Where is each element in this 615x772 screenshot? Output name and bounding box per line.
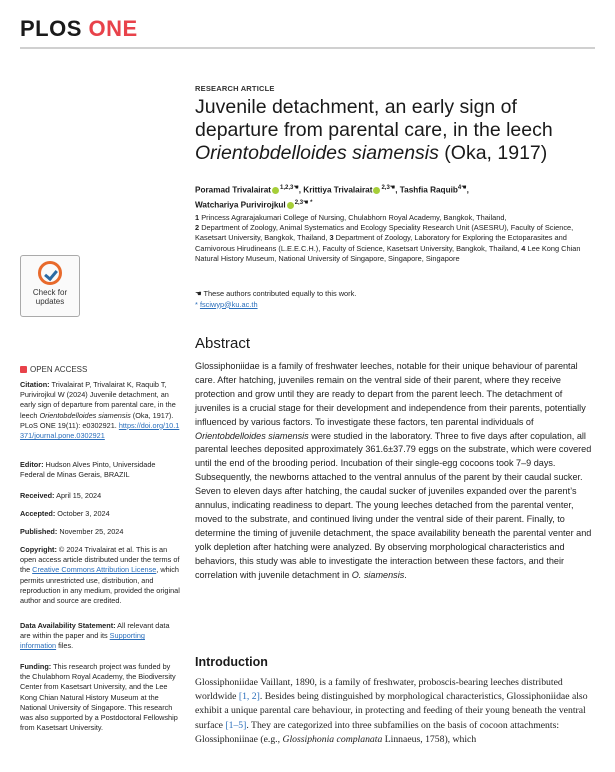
affiliations [195,213,595,264]
abstract-species1: Orientobdelloides siamensis [195,430,309,441]
published-label: Published: [20,527,58,536]
title-suffix: (Oka, 1917) [438,142,548,164]
citation-tail: (Oka, 1917). PLoS ONE 19(11): e0302921. [20,410,174,430]
check-for-updates-button[interactable] [20,255,80,317]
abstract-heading: Abstract [195,335,251,352]
orcid-icon[interactable] [373,187,380,194]
received-label: Received: [20,491,55,500]
article-title [195,96,595,165]
citation-species: Orientobdelloides siamensis [39,410,131,420]
doi-link[interactable]: https://doi.org/10.1371/journal.pone.0302921 [20,420,180,441]
author-name[interactable]: Tashfia Raquib [399,185,458,195]
intro-part1: Glossiphoniidae Vaillant, 1890, is a family of freshwater, proboscis-bearing leeches distributed worldwide [195,677,563,703]
data-availability-block [20,621,180,652]
data-availability-label: Data Availability Statement: [20,621,116,630]
affil-number: 3 [329,233,334,243]
copyright-tail: , which permits unrestricted use, distribution, and reproduction in any medium, provided the original author and source are credited. [20,565,180,606]
affil-text: Department of Zoology, Laboratory for Exploring the Ectoparasites and Carnivorous Hirudineans (L.E.E.C.H.), Faculty of Science, Kasetsart University, Bangkok, Thailand, [195,233,567,253]
accepted-block [20,509,180,519]
author-affil: 2,3☚ * [294,199,313,206]
check-line1: Check for [32,288,68,297]
license-link[interactable]: Creative Commons Attribution License [32,565,157,575]
supporting-info-link[interactable]: Supporting information [20,631,145,651]
logo-one: ONE [88,16,138,41]
funding-label: Funding: [20,662,52,671]
title-line3 [195,142,595,165]
author-affil: 4☚ [457,185,467,191]
open-access-badge [20,365,87,374]
editor-text: Hudson Alves Pinto, Universidade Federal de Minas Gerais, BRAZIL [20,460,156,480]
title-line1: Juvenile detachment, an early sign of [195,96,517,118]
author-affil: 1,2,3☚ [280,185,299,191]
corresponding-email [195,300,595,311]
open-lock-icon [20,366,27,373]
header-divider [20,47,595,49]
author-affil: 2,3☚ [381,185,396,191]
introduction-text [195,676,600,747]
intro-part2: . Besides being distinguished by morphological characteristics, Glossiphoniidae also exhibit a unique parental care behaviour, in protecting and feeding of their young beneath the ventral surface [195,691,588,731]
citation-text: Trivalairat P, Trivalairat K, Raquib T, Purivirojkul W (2024) Juvenile detachment, an early sign of departure from parental care, in the leech [20,380,176,420]
citation-link[interactable]: [1–5] [225,719,247,731]
title-species: Orientobdelloides siamensis [195,142,439,164]
accepted-date: October 3, 2024 [55,509,110,518]
email-asterisk: * [195,299,200,309]
journal-header [0,0,615,48]
data-availability-tail: files. [56,641,74,651]
author-name[interactable]: Poramad Trivalairat [195,185,271,195]
intro-part3: . They are categorized into three subfamilies on the basis of cocoon attachments: Glossiphoniinae (e.g., [195,719,560,745]
author-notes [195,289,595,310]
abstract-part2: were studied in the laboratory. Three to five days after copulation, all parental leeches deposited approximately 361.6±37.79 eggs on the substrate, which were covered until the end of the brooding period. Incubation of their single-egg cocoons took 7–9 days. Subsequently, the newborns attached to the ventral annulus of the parent by their caudal sucker. Seven to eleven days after hatching, the caudal sucker of juveniles expanded over the parent’s annulus, indicating readiness to depart. The young leeches detached from the parental venter, moved to the substrate, and continued living under the ventral side of their parent. Finally, to determine the timing of juvenile detachment, the space availability beneath the parental venter and yolk depletion after hatching were analyzed. By observing morphological characteristics and behaviors, this study was able to investigate the interaction between these factors, and their correlation with juvenile detachment in [195,430,592,580]
citation-label: Citation: [20,380,50,389]
intro-species: Glossiphonia complanata [282,733,383,745]
affil-number: 1 [195,213,200,222]
affil-number: 2 [195,223,200,233]
article-type-label: RESEARCH ARTICLE [195,84,275,93]
crossmark-icon [38,261,62,285]
email-link[interactable]: fsciwyp@ku.ac.th [199,299,258,309]
abstract-text [195,360,600,583]
published-block [20,527,180,537]
editor-label: Editor: [20,460,44,469]
copyright-block [20,545,180,606]
affil-text: Department of Zoology, Animal Systematics and Ecology Speciality Research Unit (ASESRU), Faculty of Science, Kasetsart University, Bangkok, Thailand, [195,223,574,243]
journal-logo[interactable] [20,16,138,42]
received-date: April 15, 2024 [54,491,102,500]
copyright-label: Copyright: [20,545,57,554]
funding-block [20,662,180,733]
abstract-part1: Glossiphoniidae is a family of freshwater leeches, notable for their unique behaviour of parental care. After hatching, juveniles remain on the ventral side of their parent, where they receive protection and grow until they are ready to depart from the parent leech. The detachment of juveniles is a crucial stage for their development and independence from their parents, potentially influenced by various factors. To investigate these factors, ten parental individuals of [195,361,586,427]
abstract-part3: . [404,569,407,580]
logo-plos: PLOS [20,16,82,41]
author-list: Poramad Trivalairat $^{1,2,3☚}$, Krittiya Trivalairat $^{2,3☚}$, Tashfia Raquib$^{4☚}$, Watchariya Purivirojkul $^{2,3☚ *}$ [195,185,469,210]
published-date: November 25, 2024 [57,527,124,536]
received-block [20,491,180,501]
orcid-icon[interactable] [272,187,279,194]
funding-text: This research project was funded by the Chulabhorn Royal Academy, the Biodiversity Center from Kasetsart University, and the Lee Kong Chian Natural History Museum at the National University of Singapore. This research was also supported by a Postdoctoral Fellowship from Kasetsart University. [20,662,178,733]
citation-link[interactable]: [1, 2] [238,691,260,703]
introduction-heading: Introduction [195,655,268,669]
equal-contribution-note: ☚ These authors contributed equally to this work. [195,289,357,298]
affil-number: 4 [521,243,526,253]
accepted-label: Accepted: [20,509,56,518]
author-name[interactable]: Krittiya Trivalairat [303,185,373,195]
author-name[interactable]: Watchariya Purivirojkul [195,200,286,210]
title-line2: departure from parental care, in the leech [195,119,553,141]
affil-text: Princess Agrarajakumari College of Nursing, Chulabhorn Royal Academy, Bangkok, Thailand, [201,213,507,222]
copyright-text: © 2024 Trivalairat et al. This is an open access article distributed under the terms of the [20,545,180,575]
data-availability-text: All relevant data are within the paper and its [20,621,170,641]
check-line2: updates [35,297,65,306]
citation-block [20,380,180,441]
abstract-species2: O. siamensis [351,569,405,580]
orcid-icon[interactable] [287,202,294,209]
editor-block [20,460,180,480]
affil-text: Lee Kong Chian Natural History Museum, National University of Singapore, Singapore, Singapore [195,243,581,263]
open-access-label: OPEN ACCESS [30,365,88,374]
intro-part4: Linnaeus, 1758), which [382,733,477,745]
